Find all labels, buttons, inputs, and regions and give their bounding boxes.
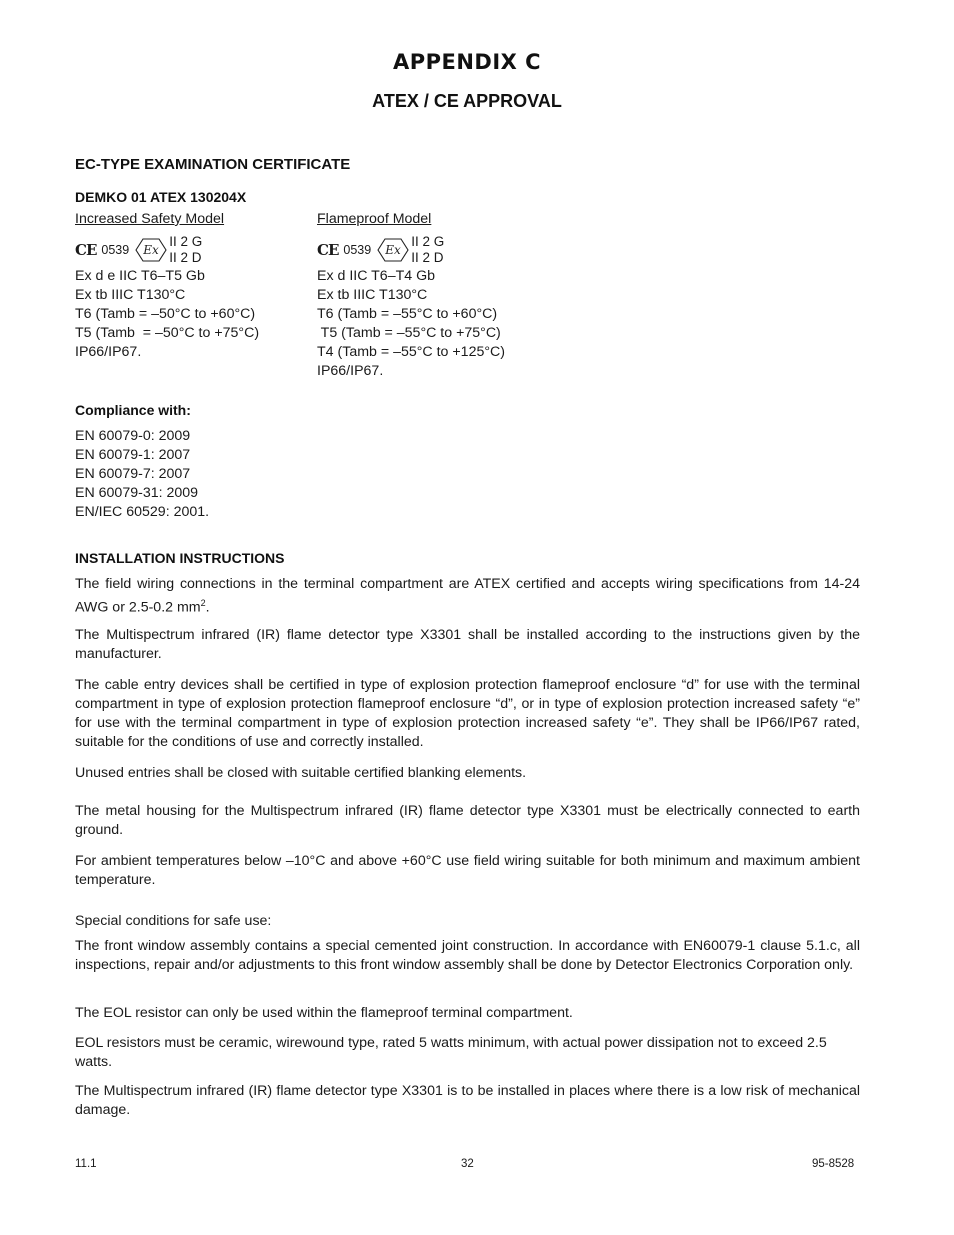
marking-lines: Ex d e IIC T6–T5 Gb Ex tb IIIC T130°C T6 (Tamb = –50°C to +60°C) T5 (Tamb = –50°C to +75°C) IP66/IP67. [75, 268, 260, 360]
paragraph-wiring: The field wiring connections in the terminal compartment are ATEX certified and accepts wiring specifications from 14-24 AWG or 2.5-0.2 $mm^2$. [75, 576, 860, 616]
model-increased-safety [75, 210, 259, 362]
notified-body-number: 0539 [101, 242, 130, 257]
svg-text:Ex: Ex [143, 242, 159, 257]
svg-text:Ex: Ex [385, 242, 401, 257]
list-item: EN 60079-7: 2007 [75, 466, 191, 482]
model-name: Flameproof Model [317, 211, 432, 227]
special-conditions-heading: Special conditions for safe use: [75, 913, 272, 929]
paragraph-eol-resistors: EOL resistors must be ceramic, wirewound type, rated 5 watts minimum, with actual power dissipation not to exceed 2.5 watts. [75, 1035, 827, 1070]
list-item: EN 60079-31: 2009 [75, 485, 199, 501]
paragraph-eol-location: The EOL resistor can only be used within the flameproof terminal compartment. [75, 1005, 573, 1021]
paragraph-cable-entry: The cable entry devices shall be certified in type of explosion protection flameproof enclosure “d” for use with the terminal compartment in type of explosion protection flameproof enclosure “d”, or in type of explosion protection increased safety “e” for use with the terminal compartment in type of explosion protection increased safety “e”. They shall be IP66/IP67 rated, suitable for the conditions of use and correctly installed. [75, 677, 860, 750]
ce-mark-icon: CE [75, 240, 97, 259]
footer-revision: 11.1 [75, 1158, 97, 1170]
list-item: EN/IEC 60529: 2001. [75, 504, 210, 520]
certificate-number: DEMKO 01 ATEX 130204X [75, 189, 247, 205]
equipment-category: II 2 G II 2 D [411, 234, 445, 265]
atex-marking [75, 234, 259, 265]
ce-mark-icon: CE [317, 240, 339, 259]
installation-heading: INSTALLATION INSTRUCTIONS [75, 550, 285, 566]
atex-marking [317, 234, 505, 265]
ex-hexagon-icon [135, 238, 167, 262]
equipment-category: II 2 G II 2 D [169, 234, 203, 265]
page-title: ATEX / CE APPROVAL [372, 91, 562, 111]
paragraph-front-window: The front window assembly contains a special cemented joint construction. In accordance with EN60079-1 clause 5.1.c, all inspections, repair and/or adjustments to this front window assembly shall be done by Detector Electronics Corporation only. [75, 938, 860, 973]
compliance-heading: Compliance with: [75, 402, 191, 418]
marking-lines: Ex d IIC T6–T4 Gb Ex tb IIIC T130°C T6 (Tamb = –55°C to +60°C) T5 (Tamb = –55°C to +75°C) T4 (Tamb = –55°C to +125°C) IP66/IP67. [317, 268, 505, 379]
appendix-title: APPENDIX C [392, 50, 542, 74]
paragraph-mechanical: The Multispectrum infrared (IR) flame detector type X3301 is to be installed in places where there is a low risk of mechanical damage. [75, 1083, 860, 1118]
model-flameproof [317, 210, 505, 381]
footer-doc-number: 95-8528 [812, 1158, 855, 1170]
footer-page-number: 32 [461, 1158, 474, 1170]
notified-body-number: 0539 [343, 242, 372, 257]
list-item: EN 60079-1: 2007 [75, 447, 191, 463]
certificate-heading: EC-TYPE EXAMINATION CERTIFICATE [75, 156, 351, 173]
paragraph-earth-ground: The metal housing for the Multispectrum infrared (IR) flame detector type X3301 must be electrically connected to earth ground. [75, 803, 860, 838]
model-name: Increased Safety Model [75, 211, 225, 227]
ex-hexagon-icon [377, 238, 409, 262]
compliance-list [75, 427, 209, 522]
paragraph-unused-entries: Unused entries shall be closed with suitable certified blanking elements. [75, 765, 527, 781]
paragraph-installation: The Multispectrum infrared (IR) flame detector type X3301 shall be installed according to the instructions given by the manufacturer. [75, 627, 860, 662]
paragraph-ambient: For ambient temperatures below –10°C and above +60°C use field wiring suitable for both minimum and maximum ambient temperature. [75, 853, 860, 888]
list-item: EN 60079-0: 2009 [75, 428, 191, 444]
